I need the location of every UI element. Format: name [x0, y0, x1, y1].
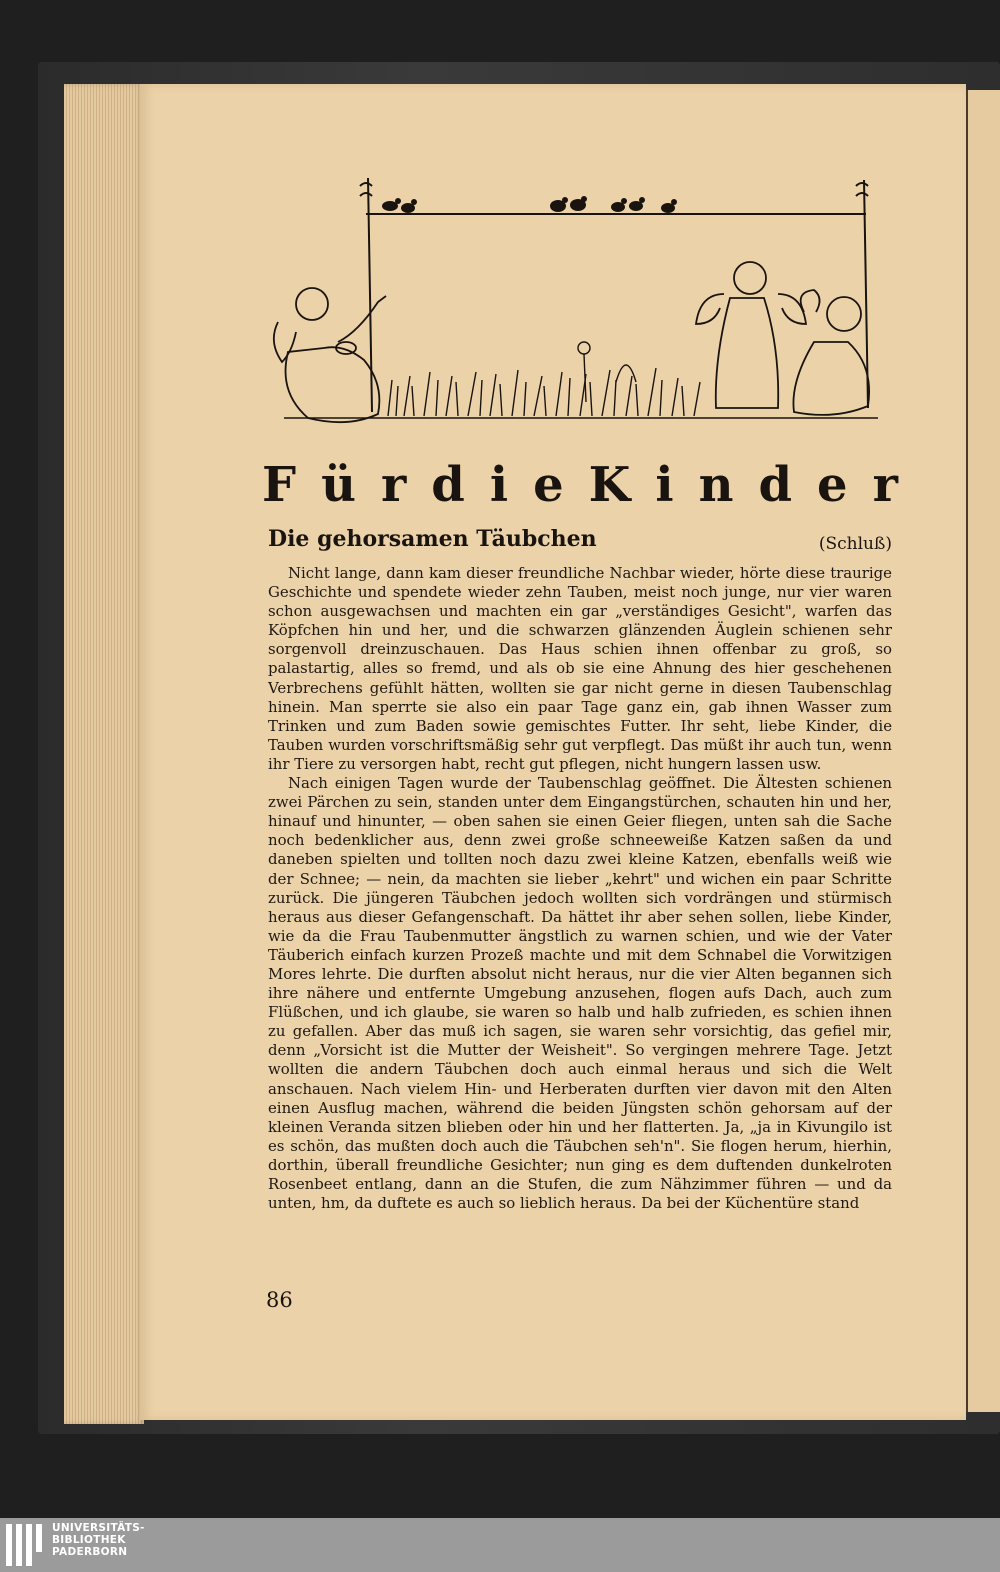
heading-letter: d	[758, 457, 793, 513]
library-name-line: UNIVERSITÄTS-	[52, 1522, 145, 1534]
story-title: Die gehorsamen Täubchen	[268, 526, 597, 552]
paragraph: Nicht lange, dann kam dieser freundliche Nachbar wieder, hörte diese traurige Geschichte und spendete wieder zehn Tauben, meist noch junge, nur vier waren schon ausgewachsen und machten ein gar „verständiges Gesicht", warfen das Köpfchen hin und her, und die schwarzen glänzenden Äuglein schienen sehr sorgenvoll dreinzuschauen. Das Haus schien ihnen offenbar zu groß, so palastartig, alles so fremd, und als ob sie eine Ahnung des hier geschehenen Verbrechens gefühlt hätten, wollten sie gar nicht gerne in diesen Taubenschlag hinein. Man sperrte sie also ein paar Tage ganz ein, gab ihnen Wasser zum Trinken und zum Baden sowie gemischtes Futter. Ihr seht, liebe Kinder, die Tauben wurden vorschriftsmäßig sehr gut verpflegt. Das müßt ihr auch tun, wenn ihr Tiere zu versorgen habt, recht gut pflegen, nicht hungern lassen usw.	[268, 564, 892, 773]
page-edges	[64, 84, 144, 1424]
library-name-line: PADERBORN	[52, 1546, 128, 1558]
angel-left	[274, 288, 386, 422]
heading-letter: r	[872, 457, 898, 513]
children-with-doves-illustration	[268, 172, 890, 432]
section-heading	[262, 455, 898, 515]
heading-letter: ü	[321, 457, 356, 513]
page-number: 86	[266, 1288, 293, 1312]
heading-letter: r	[380, 457, 407, 513]
story-body	[268, 564, 892, 1213]
library-footer	[0, 1518, 1000, 1572]
next-page-edge	[966, 90, 1000, 1412]
heading-letter: F	[262, 457, 297, 513]
library-logo-icon	[6, 1522, 46, 1568]
heading-letter: e	[817, 457, 848, 513]
library-name	[52, 1522, 145, 1558]
heading-letter: d	[431, 457, 465, 513]
heading-letter: i	[655, 457, 674, 513]
paragraph: Nach einigen Tagen wurde der Taubenschlag geöffnet. Die Ältesten schienen zwei Pärchen zu sein, standen unter dem Eingangstürchen, schauten hin und her, hinauf und hinunter, — oben sahen sie einen Geier fliegen, unten sah die Sache noch bedenklicher aus, denn zwei große schneeweiße Katzen saßen da und daneben spielten und tollten noch dazu zwei kleine Katzen, ebenfalls weiß wie der Schnee; — nein, da machten sie lieber „kehrt" und wichen ein paar Schritte zurück. Die jüngeren Täubchen jedoch wollten sich vordrängen und stürmisch heraus aus dieser Gefangenschaft. Da hättet ihr aber sehen sollen, liebe Kinder, wie da die Frau Taubenmutter ängstlich zu warnen schien, und wie der Vater Täuberich einfach kurzen Prozeß machte und mit dem Schnabel die Vorwitzigen Mores lehrte. Die durften absolut nicht heraus, nur die vier Alten begannen sich ihre nähere und entfernte Umgebung anzusehen, flogen aufs Dach, auch zum Flüßchen, und ich glaube, sie waren so halb und halb zufrieden, es schien ihnen zu gefallen. Aber das muß ich sagen, sie waren sehr vorsichtig, das gefiel mir, denn „Vorsicht ist die Mutter der Weisheit". So vergingen mehrere Tage. Jetzt wollten die andern Täubchen doch auch einmal heraus und sich die Welt anschauen. Nach vielem Hin- und Herberaten durften vier davon mit den Alten einen Ausflug machen, während die beiden Jüngsten schön gehorsam auf der kleinen Veranda sitzen blieben oder hin und her flatterten. Ja, „ja in Kivungilo ist es schön, das mußten doch auch die Täubchen seh'n". Sie flogen herum, hierhin, dorthin, überall freundliche Gesichter; nun ging es dem duftenden dunkelroten Rosenbeet entlang, dann an die Stufen, die zum Nähzimmer führen — und da unten, hm, da duftete es auch so lieblich heraus. Da bei der Küchentüre stand	[268, 774, 892, 1213]
library-name-line: BIBLIOTHEK	[52, 1534, 126, 1546]
heading-letter: K	[588, 457, 631, 513]
heading-letter: e	[533, 457, 564, 513]
doves-on-line	[382, 196, 677, 213]
heading-letter: i	[489, 457, 509, 513]
conclusion-note: (Schluß)	[818, 534, 892, 554]
angel-right	[696, 262, 869, 415]
heading-letter: n	[698, 457, 734, 513]
